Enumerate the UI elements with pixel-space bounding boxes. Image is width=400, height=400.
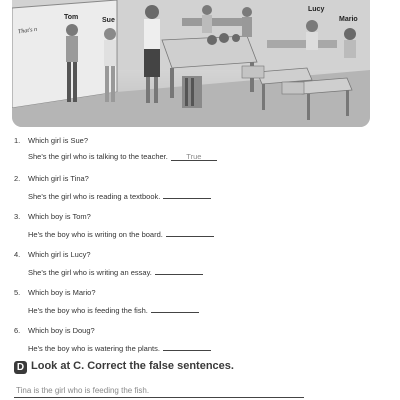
- answer-line[interactable]: [14, 386, 304, 398]
- statement-line: [28, 152, 217, 161]
- label-mario: Mario: [339, 16, 358, 23]
- example-answer: Tina is the girl who is feeding the fish.: [16, 386, 150, 395]
- label-tom: Tom: [64, 14, 79, 21]
- question-number: 5.: [14, 288, 21, 297]
- question-number: 4.: [14, 250, 21, 259]
- statement-line: [28, 304, 199, 315]
- question-number: 2.: [14, 174, 21, 183]
- answer-blank[interactable]: [155, 266, 203, 275]
- answer-blank[interactable]: [163, 190, 211, 199]
- question-text: Which girl is Tina?: [28, 174, 89, 183]
- statement-text: She's the girl who is writing an essay.: [28, 268, 152, 277]
- statement-text: He's the boy who is watering the plants.: [28, 344, 160, 353]
- question-text: Which girl is Lucy?: [28, 250, 91, 259]
- answer-blank[interactable]: [151, 304, 199, 313]
- question-text: Which boy is Mario?: [28, 288, 96, 297]
- statement-line: [28, 342, 211, 353]
- statement-line: [28, 266, 203, 277]
- section-title: Look at C. Correct the false sentences.: [31, 360, 234, 372]
- label-lucy: Lucy: [308, 6, 325, 13]
- question-number: 6.: [14, 326, 21, 335]
- question-text: Which boy is Doug?: [28, 326, 95, 335]
- statement-text: He's the boy who is writing on the board.: [28, 230, 163, 239]
- statement-line: [28, 228, 214, 239]
- label-sue: Sue: [102, 17, 115, 24]
- board-writing: That's n: [17, 26, 38, 36]
- section-d-header: [14, 360, 386, 380]
- answer-blank[interactable]: [166, 228, 214, 237]
- question-text: Which boy is Tom?: [28, 212, 91, 221]
- section-badge: D: [14, 361, 27, 374]
- question-number: 1.: [14, 136, 21, 145]
- answer-blank[interactable]: True: [171, 152, 217, 161]
- statement-text: He's the boy who is feeding the fish.: [28, 306, 148, 315]
- classroom-illustration: [12, 0, 370, 127]
- question-number: 3.: [14, 212, 21, 221]
- statement-text: She's the girl who is reading a textbook.: [28, 192, 161, 201]
- statement-line: [28, 190, 211, 201]
- question-text: Which girl is Sue?: [28, 136, 89, 145]
- answer-blank[interactable]: [163, 342, 211, 351]
- statement-text: She's the girl who is talking to the teacher.: [28, 152, 168, 161]
